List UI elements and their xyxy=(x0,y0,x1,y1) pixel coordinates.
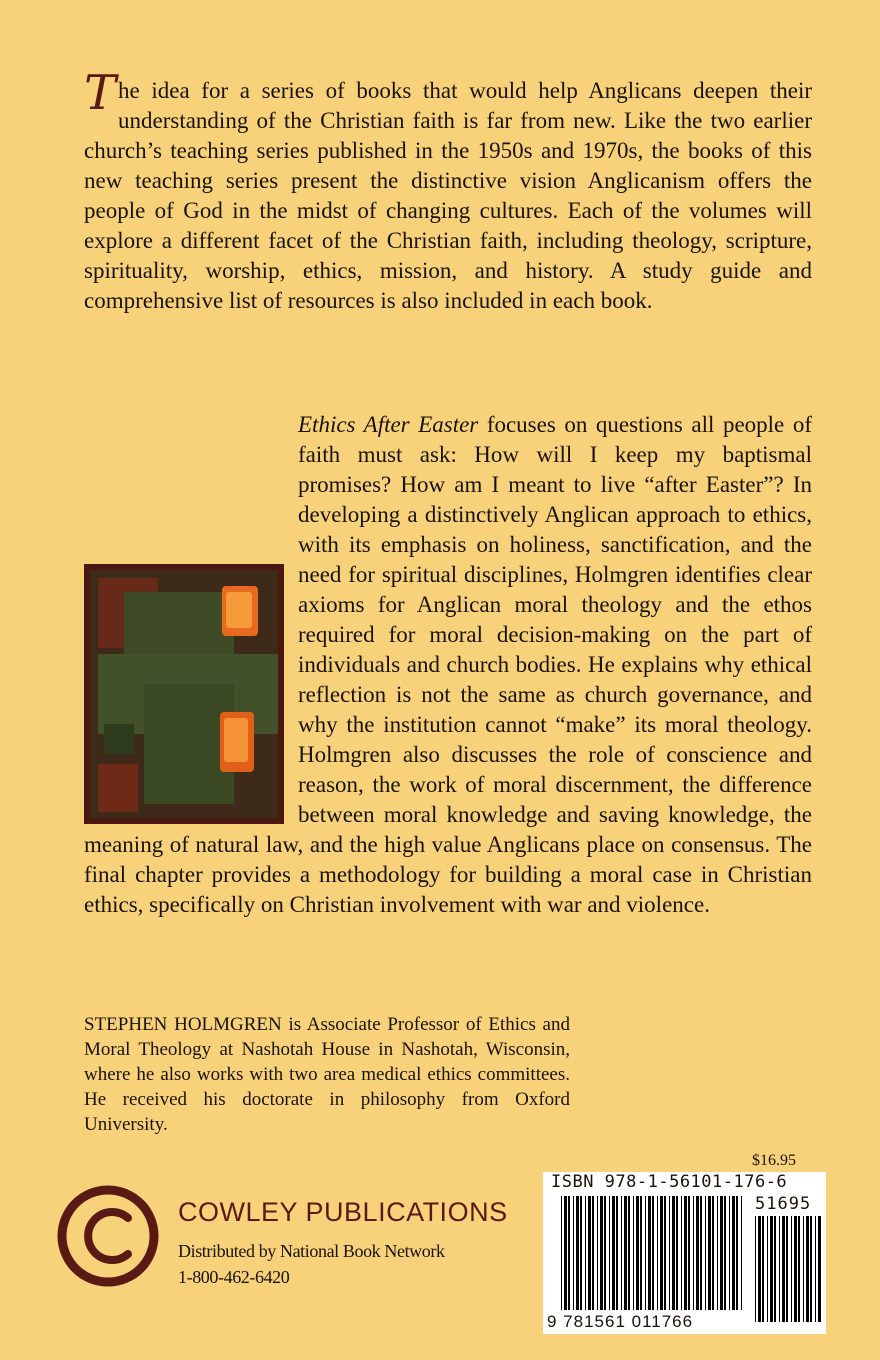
barcode-bar xyxy=(786,1216,788,1322)
barcode-bar xyxy=(600,1196,603,1310)
barcode-bar xyxy=(669,1196,670,1310)
intro-text: he idea for a series of books that would help Anglicans deepen their understanding of the Christian faith is far from new. Like the two earlier church’s teaching series published in the 1950s and 1970s, the books of this new teaching series present the distinctive vision Anglicanism offers the people of God in the midst of changing cultures. Each of the volumes will explore a different facet of the Christian faith, including theology, scripture, spirituality, worship, ethics, mission, and history. A study guide and comprehensive list of resources is also included in each book. xyxy=(84,78,812,313)
barcode-bar xyxy=(592,1196,594,1310)
barcode-bar xyxy=(628,1196,630,1310)
description-paragraph xyxy=(84,410,812,920)
barcode-bar xyxy=(720,1196,723,1310)
barcode-bar xyxy=(688,1196,690,1310)
barcode-bar xyxy=(705,1196,706,1310)
barcode-bar xyxy=(794,1216,797,1322)
barcode-bar xyxy=(588,1196,591,1310)
addon-number: 51695 xyxy=(755,1194,812,1214)
barcode-bar xyxy=(712,1196,714,1310)
isbn-number: ISBN 978-1-56101-176-6 xyxy=(551,1172,788,1192)
barcode-bar xyxy=(676,1196,678,1310)
barcode-bar xyxy=(717,1196,718,1310)
barcode-bar xyxy=(660,1196,663,1310)
book-title: Ethics After Easter xyxy=(298,412,479,437)
barcode-bar xyxy=(755,1216,756,1322)
barcode-bar xyxy=(762,1216,764,1322)
barcode-bar xyxy=(648,1196,651,1310)
barcode-bar xyxy=(815,1216,816,1322)
barcode-bar xyxy=(779,1216,780,1322)
barcode xyxy=(543,1172,826,1334)
barcode-bar xyxy=(652,1196,654,1310)
barcode-bar xyxy=(696,1196,699,1310)
barcode-bar xyxy=(803,1216,804,1322)
barcode-bar xyxy=(633,1196,634,1310)
barcode-bar xyxy=(693,1196,694,1310)
barcode-bar xyxy=(645,1196,646,1310)
barcode-bar xyxy=(612,1196,615,1310)
barcode-bar xyxy=(729,1196,730,1310)
barcode-bar xyxy=(741,1196,742,1310)
barcode-bar xyxy=(770,1216,773,1322)
bio-text: STEPHEN HOLMGREN is Associate Professor of Ethics and Moral Theology at Nashotah House in Nashotah, Wisconsin, where he also works with two area medical ethics committees. He received his doctorate in philosophy from Oxford University. xyxy=(84,1014,570,1135)
barcode-bar xyxy=(616,1196,618,1310)
barcode-bar xyxy=(573,1196,574,1310)
barcode-bar xyxy=(798,1216,800,1322)
barcode-bar xyxy=(621,1196,622,1310)
author-bio xyxy=(84,1012,808,1174)
barcode-bar xyxy=(684,1196,687,1310)
barcode-bar xyxy=(576,1196,579,1310)
ean-digits: 9 781561 011766 xyxy=(547,1312,694,1331)
barcode-bar xyxy=(657,1196,658,1310)
barcode-bar xyxy=(732,1196,735,1310)
barcode-bar xyxy=(597,1196,598,1310)
distributor: Distributed by National Book Network xyxy=(178,1241,445,1261)
barcode-bar xyxy=(561,1196,562,1310)
description-text: focuses on questions all people of faith must ask: How will I keep my baptismal promises? How am I meant to live “after Easter”? In developing a distinctively Anglican approach to ethics, with its emphasis on holiness, sanctification, and the need for spiritual disciplines, Holmgren identifies clear axioms for Anglican moral theology and the ethos required for moral decision-making on the part of individuals and church bodies. He explains why ethical reflection is not the same as church governance, and why the institution cannot “make” its moral theology. Holmgren also discusses the role of conscience and reason, the work of moral discernment, the difference between moral knowledge and saving knowledge, the meaning of natural law, and the high value Anglicans place on consensus. The final chapter provides a methodology for building a moral case in Christian ethics, specifically on Christian involvement with war and violence. xyxy=(84,412,812,917)
barcode-bar xyxy=(774,1216,776,1322)
publisher-name: COWLEY PUBLICATIONS xyxy=(178,1197,508,1227)
cover-artwork xyxy=(84,564,284,824)
barcode-bar xyxy=(818,1216,821,1322)
barcode-bar xyxy=(700,1196,702,1310)
price: $16.95 xyxy=(752,1152,796,1169)
barcode-bar xyxy=(664,1196,666,1310)
intro-paragraph xyxy=(84,65,812,316)
barcode-bar xyxy=(624,1196,627,1310)
publisher-logo xyxy=(56,1184,160,1288)
barcode-bar xyxy=(767,1216,768,1322)
barcode-bar xyxy=(681,1196,682,1310)
barcode-bar xyxy=(724,1196,726,1310)
barcode-bar xyxy=(585,1196,586,1310)
barcode-bar xyxy=(758,1216,761,1322)
barcode-bar xyxy=(810,1216,812,1322)
phone-number: 1-800-462-6420 xyxy=(178,1267,290,1287)
barcode-bar xyxy=(708,1196,711,1310)
drop-cap: T xyxy=(84,65,117,121)
barcode-bar xyxy=(672,1196,675,1310)
barcode-bar xyxy=(568,1196,570,1310)
barcode-bar xyxy=(806,1216,809,1322)
barcode-bar xyxy=(609,1196,610,1310)
barcode-bar xyxy=(580,1196,582,1310)
barcode-bar xyxy=(736,1196,738,1310)
barcode-bar xyxy=(564,1196,567,1310)
barcode-bar xyxy=(791,1216,792,1322)
barcode-bar xyxy=(782,1216,785,1322)
barcode-bars xyxy=(543,1172,826,1334)
barcode-bar xyxy=(640,1196,642,1310)
barcode-bar xyxy=(636,1196,639,1310)
barcode-bar xyxy=(604,1196,606,1310)
